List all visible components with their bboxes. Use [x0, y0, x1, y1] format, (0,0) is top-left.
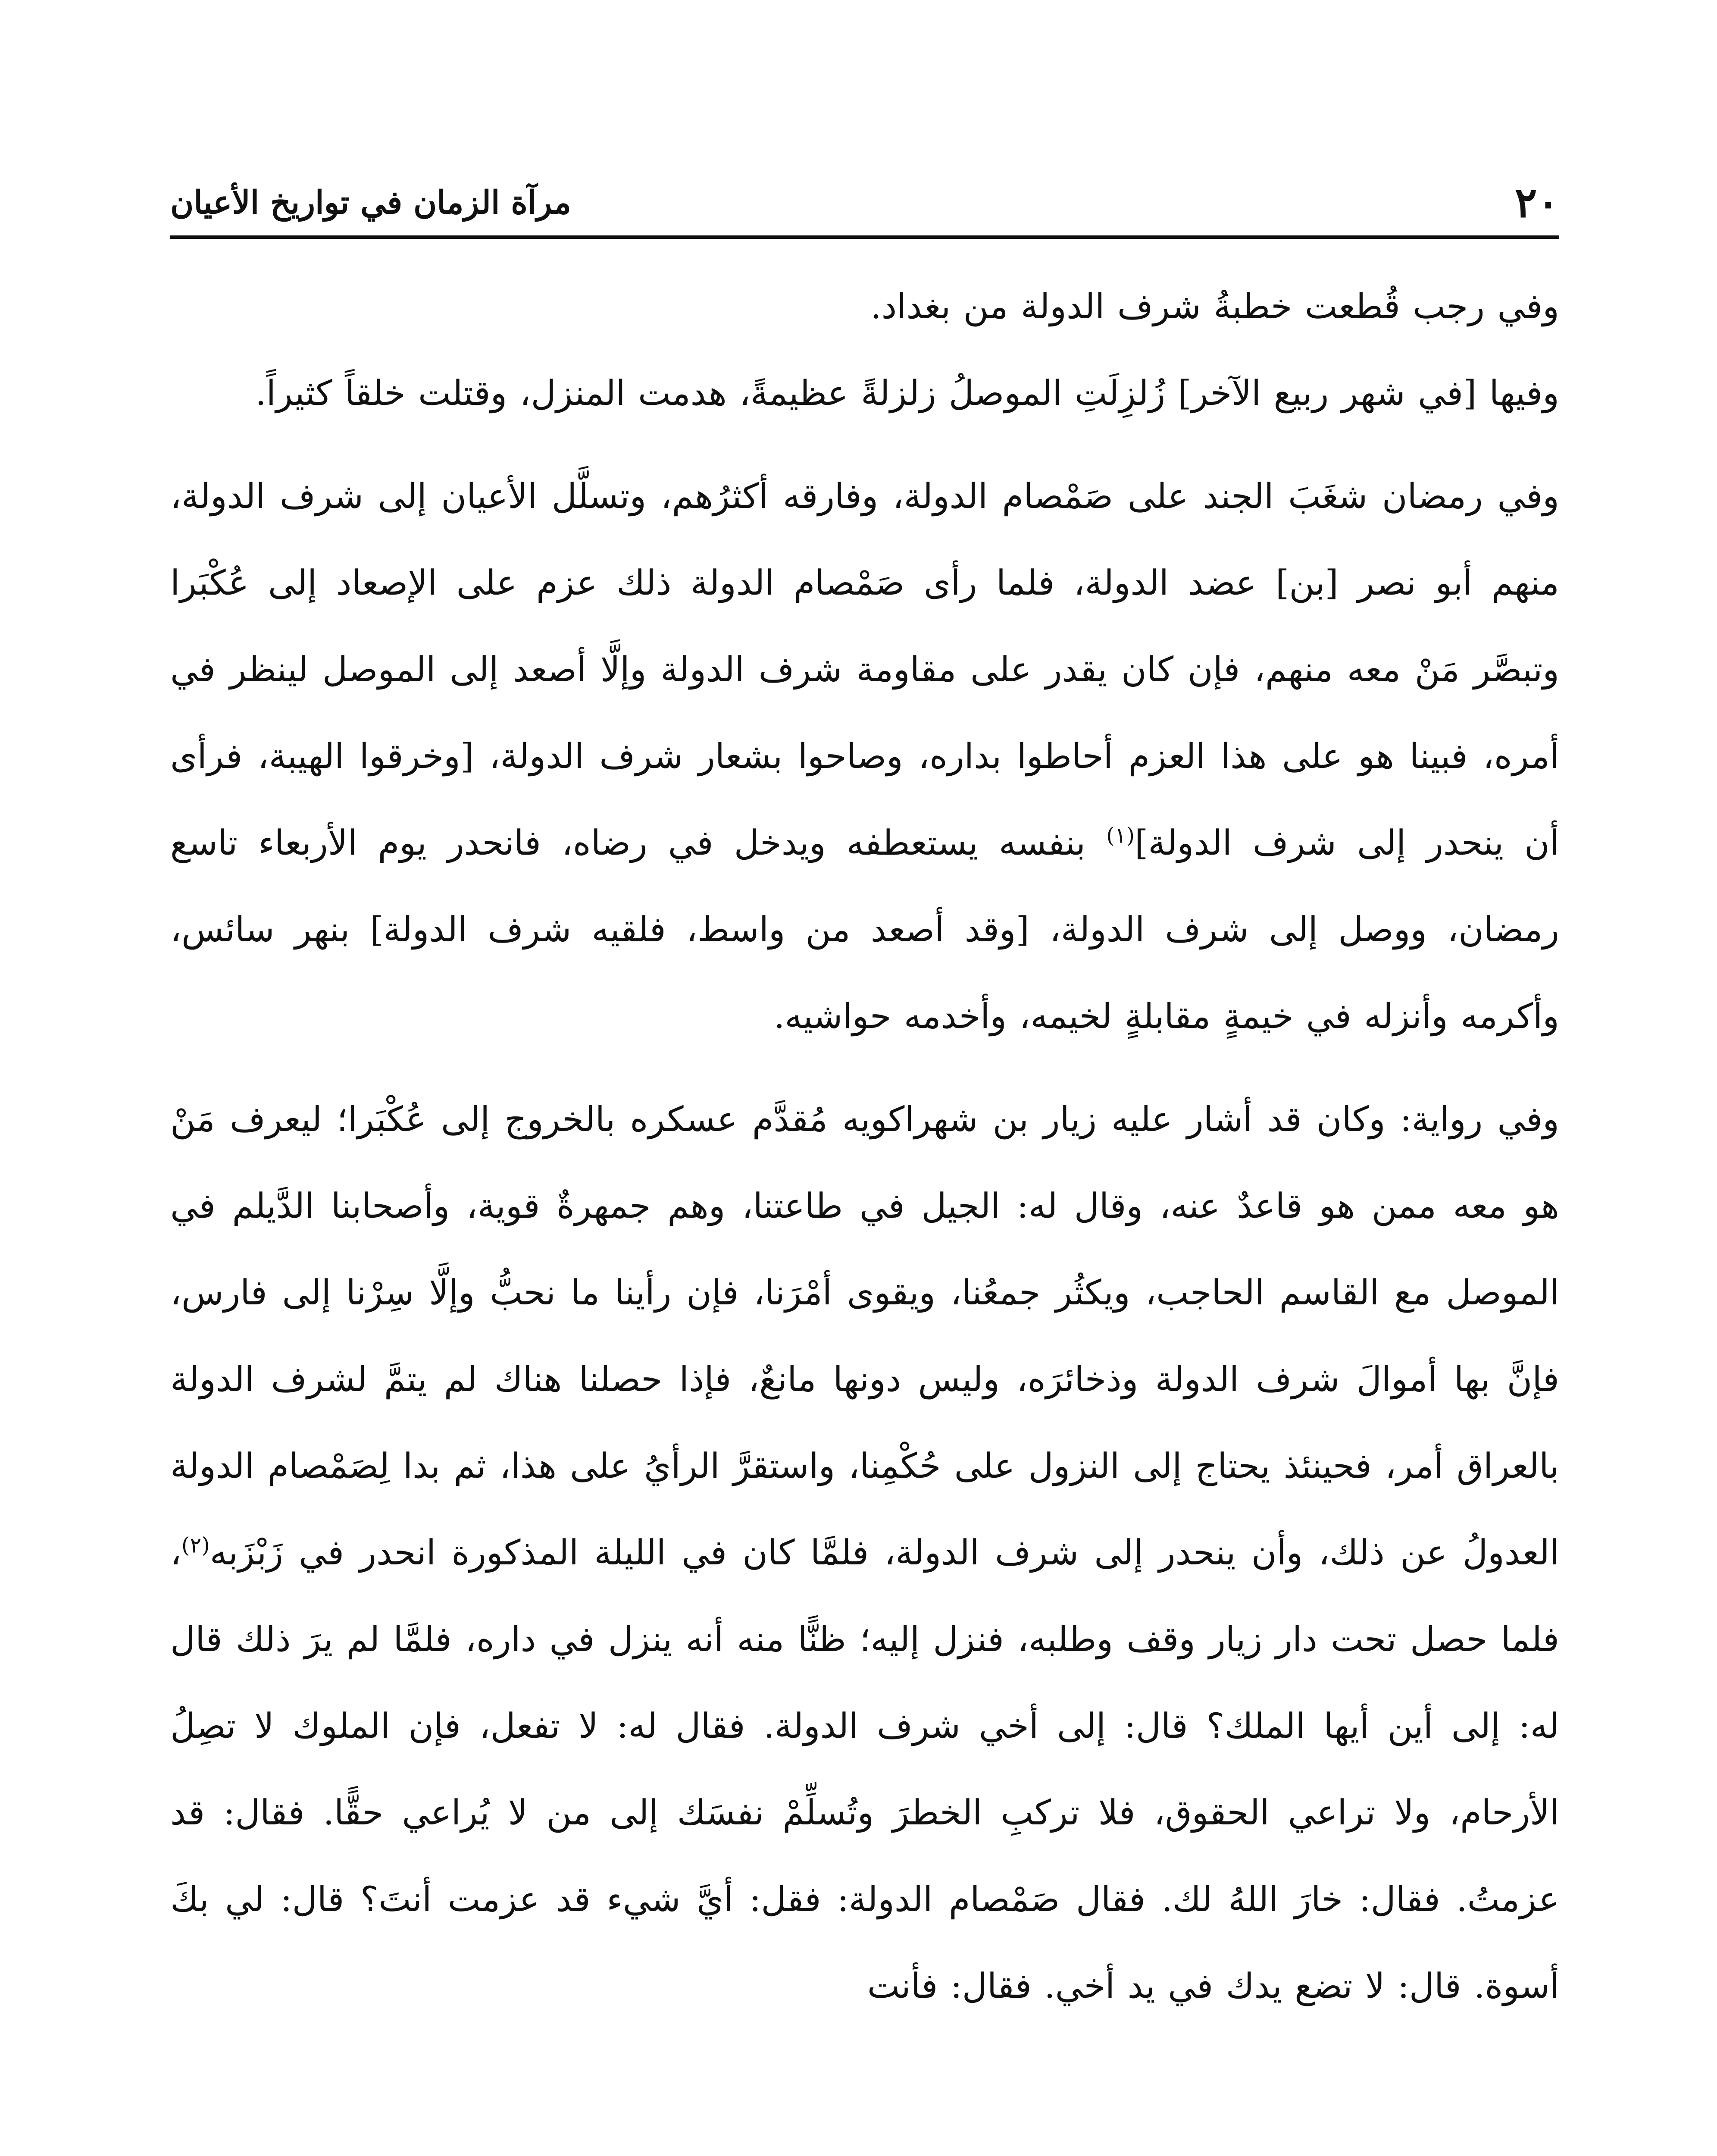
page-header	[170, 172, 1559, 237]
paragraph-text-continued: بنفسه يستعطفه ويدخل في رضاه، فانحدر يوم الأربعاء تاسع رمضان، ووصل إلى شرف الدولة، [وقد أصعد من واسط، فلقيه شرف الدولة] بنهر سائس، وأكرمه وأنزله في خيمةٍ مقابلةٍ لخيمه، وأخدمه حواشيه.	[170, 823, 1559, 1036]
paragraph-1	[170, 263, 1559, 350]
header-rule	[170, 235, 1559, 239]
paragraph-2	[170, 350, 1559, 436]
paragraph-text: وفي رجب قُطعت خطبةُ شرف الدولة من بغداد.	[870, 286, 1559, 326]
paragraph-text: وفيها [في شهر ربيع الآخر] زُلزِلَتِ الموصلُ زلزلةً عظيمةً، هدمت المنزل، وقتلت خلقاً كثيراً.	[255, 373, 1559, 413]
running-title: مرآة الزمان في تواريخ الأعيان	[170, 184, 571, 221]
paragraph-text: وفي رمضان شغَبَ الجند على صَمْصام الدولة، وفارقه أكثرُهم، وتسلَّل الأعيان إلى شرف الدولة، منهم أبو نصر [بن] عضد الدولة، فلما رأى صَمْصام الدولة ذلك عزم على الإصعاد إلى عُكْبَرا وتبصَّر مَنْ معه منهم، فإن كان يقدر على مقاومة شرف الدولة وإلَّا أصعد إلى الموصل لينظر في أمره، فبينا هو على هذا العزم أحاطوا بداره، وصاحوا بشعار شرف الدولة، [وخرقوا الهيبة، فرأى أن ينحدر إلى شرف الدولة]	[170, 476, 1560, 863]
paragraph-text-continued: ، فلما حصل تحت دار زيار وقف وطلبه، فنزل إليه؛ ظنًّا منه أنه ينزل في داره، فلمَّا لم يرَ ذلك قال له: إلى أين أيها الملك؟ قال: إلى أخي شرف الدولة. فقال له: لا تفعل، فإن الملوك لا تصِلُ الأرحام، ولا تراعي الحقوق، فلا تركبِ الخطرَ وتُسلِّمْ نفسَك إلى من لا يُراعي حقًّا. فقال: قد عزمتُ. فقال: خارَ اللهُ لك. فقال صَمْصام الدولة: فقل: أيَّ شيء قد عزمت أنتَ؟ قال: لي بكَ أسوة. قال: لا تضع يدك في يد أخي. فقال: فأنت	[170, 1532, 1560, 2006]
main-text	[170, 263, 1559, 2029]
footnote-reference-1: (١)	[1106, 823, 1135, 848]
paragraph-3	[170, 453, 1559, 1059]
paragraph-text: وفي رواية: وكان قد أشار عليه زيار بن شهراكويه مُقدَّم عسكره بالخروج إلى عُكْبَرا؛ ليعرف مَنْ هو معه ممن هو قاعدٌ عنه، وقال له: الجيل في طاعتنا، وهم جمهرةٌ قوية، وأصحابنا الدَّيلم في الموصل مع القاسم الحاجب، ويكثُر جمعُنا، ويقوى أمْرَنا، فإن رأينا ما نحبُّ وإلَّا سِرْنا إلى فارس، فإنَّ بها أموالَ شرف الدولة وذخائرَه، وليس دونها مانعٌ، فإذا حصلنا هناك لم يتمَّ لشرف الدولة بالعراق أمر، فحينئذ يحتاج إلى النزول على حُكْمِنا، واستقرَّ الرأيُ على هذا، ثم بدا لِصَمْصام الدولة العدولُ عن ذلك، وأن ينحدر إلى شرف الدولة، فلمَّا كان في الليلة المذكورة انحدر في زَبْزَبه	[170, 1099, 1560, 1573]
page-number: ٢٠	[1514, 178, 1559, 227]
paragraph-4	[170, 1076, 1559, 2029]
footnote-reference-2: (٢)	[181, 1532, 210, 1558]
